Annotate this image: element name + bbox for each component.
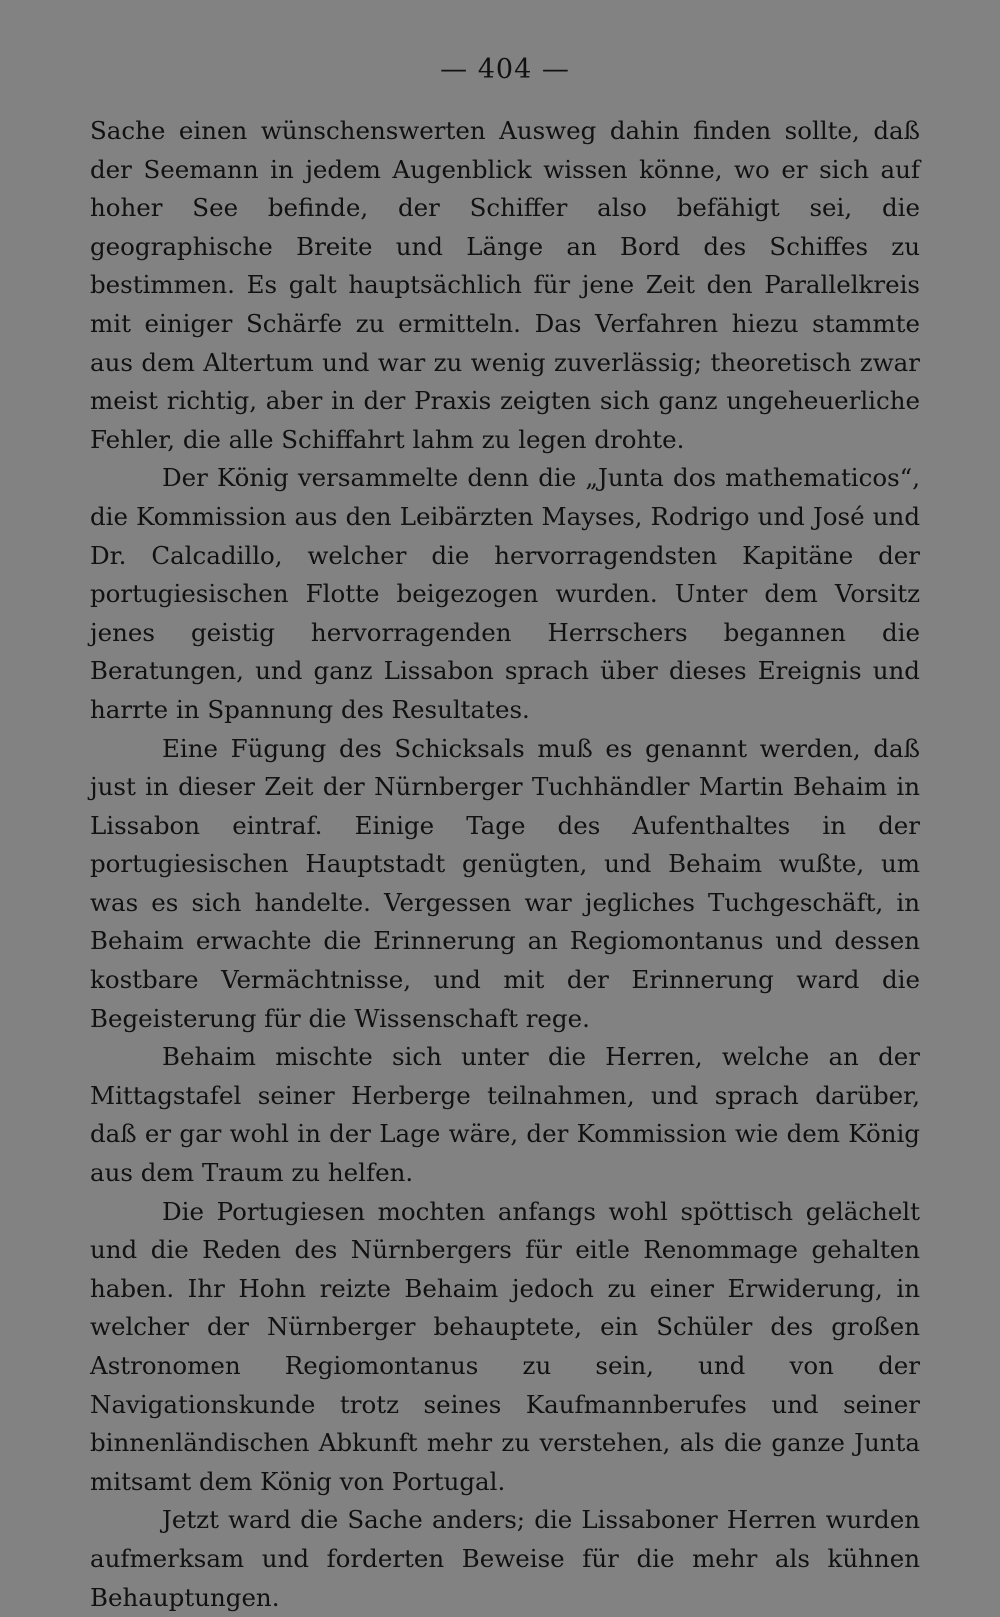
paragraph-6: Jetzt ward die Sache anders; die Lissaboner Herren wurden aufmerksam und forderten Beweise für die mehr als kühnen Behauptungen.: [90, 1505, 920, 1612]
page-number: — 404 —: [440, 54, 570, 85]
paragraph-1: Sache einen wünschenswerten Ausweg dahin finden sollte, daß der Seemann in jedem Augenblick wissen könne, wo er sich auf hoher See befinde, der Schiffer also befähigt sei, die geographische Breite und Länge an Bord des Schiffes zu bestimmen. Es galt hauptsächlich für jene Zeit den Parallelkreis mit einiger Schärfe zu ermitteln. Das Verfahren hiezu stammte aus dem Altertum und war zu wenig zuverlässig; theoretisch zwar meist richtig, aber in der Praxis zeigten sich ganz ungeheuerliche Fehler, die alle Schiffahrt lahm zu legen drohte.: [90, 116, 920, 454]
paragraph-2: Der König versammelte denn die „Junta dos mathematicos“, die Kommission aus den Leibärzten Mayses, Rodrigo und José und Dr. Calcadillo, welcher die hervorragendsten Kapitäne der portugiesischen Flotte beigezogen wurden. Unter dem Vorsitz jenes geistig hervorragenden Herrschers begannen die Beratungen, und ganz Lissabon sprach über dieses Ereignis und harrte in Spannung des Resultates.: [90, 463, 920, 724]
paragraph-4: Behaim mischte sich unter die Herren, welche an der Mittagstafel seiner Herberge teilnahmen, und sprach darüber, daß er gar wohl in der Lage wäre, der Kommission wie dem König aus dem Traum zu helfen.: [90, 1042, 920, 1188]
paragraph-3: Eine Fügung des Schicksals muß es genannt werden, daß just in dieser Zeit der Nürnberger Tuchhändler Martin Behaim in Lissabon eintraf. Einige Tage des Aufenthaltes in der portugiesischen Hauptstadt genügten, und Behaim wußte, um was es sich handelte. Vergessen war jegliches Tuchgeschäft, in Behaim erwachte die Erinnerung an Regiomontanus und dessen kostbare Vermächtnisse, und mit der Erinnerung ward die Begeisterung für die Wissenschaft rege.: [90, 733, 920, 1033]
paragraph-5: Die Portugiesen mochten anfangs wohl spöttisch gelächelt und die Reden des Nürnbergers für eitle Renommage gehalten haben. Ihr Hohn reizte Behaim jedoch zu einer Erwiderung, in welcher der Nürnberger behauptete, ein Schüler des großen Astronomen Regiomontanus zu sein, und von der Navigationskunde trotz seines Kaufmannberufes und seiner binnenländischen Abkunft mehr zu verstehen, als die ganze Junta mitsamt dem König von Portugal.: [90, 1196, 920, 1496]
